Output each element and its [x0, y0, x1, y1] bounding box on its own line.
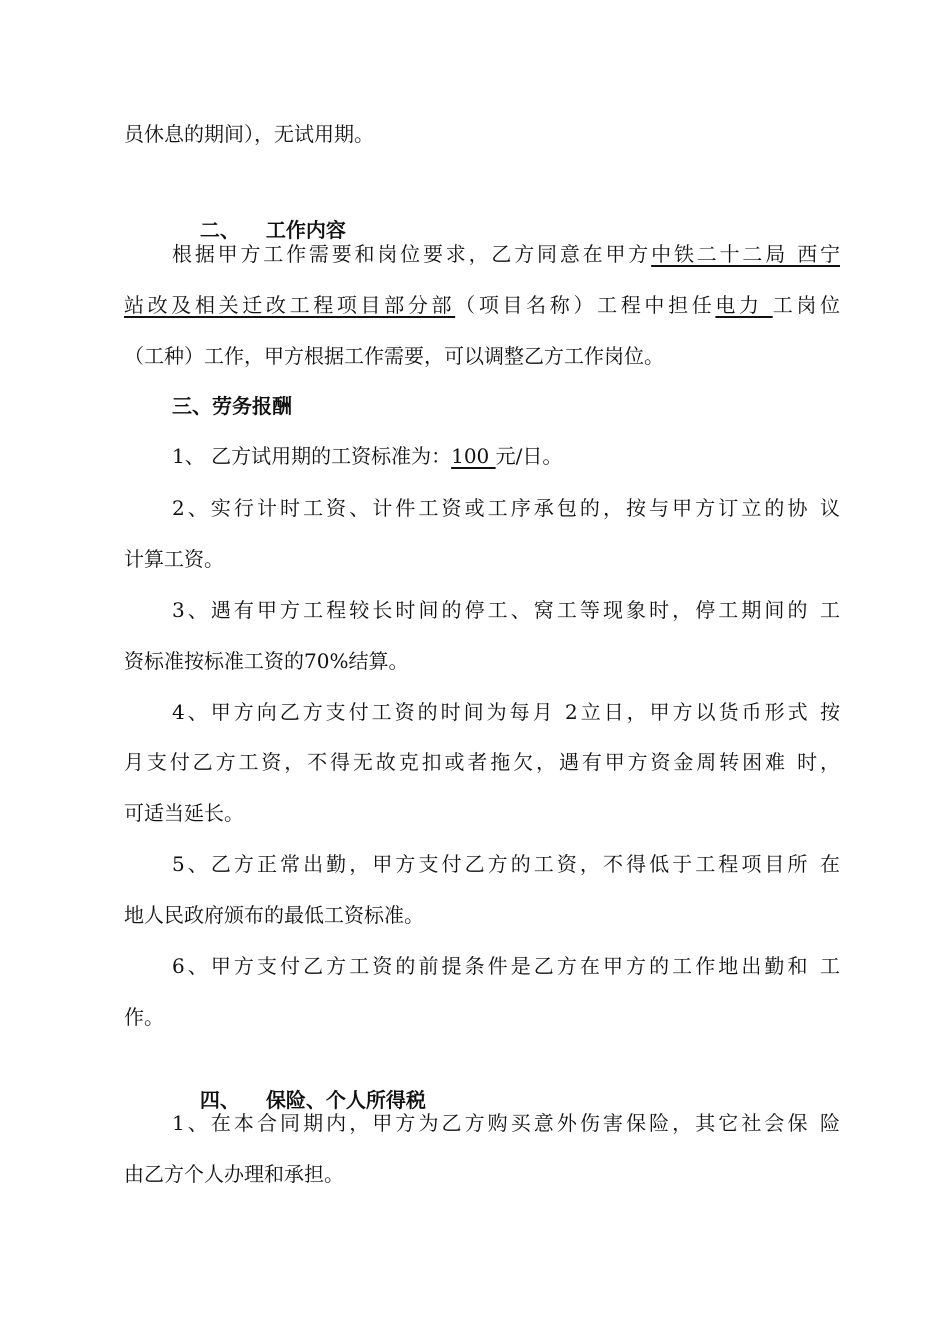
text-line: 5、乙方正常出勤，甲方支付乙方的工资，不得低于工程项目所 在 [172, 852, 840, 876]
text-span: 工岗位 [772, 293, 841, 317]
text-line: 作。 [124, 1005, 164, 1029]
job-type-underlined: 电力 [715, 293, 773, 317]
text-line: 员休息的期间），无试用期。 [124, 122, 374, 146]
text-line: 可适当延长。 [124, 801, 244, 825]
text-line: 由乙方个人办理和承担。 [124, 1162, 344, 1186]
text-line: 资标准按标准工资的70%结算。 [124, 649, 409, 673]
text-line [124, 291, 840, 319]
text-span: 根据甲方工作需要和岗位要求，乙方同意在甲方 [172, 242, 652, 266]
text-line [172, 442, 562, 470]
text-line: 月支付乙方工资，不得无故克扣或者拖欠，遇有甲方资金周转困难 时， [124, 750, 840, 774]
section-number: 二、 [199, 218, 240, 242]
text-line: 6、甲方支付乙方工资的前提条件是乙方在甲方的工作地出勤和 工 [172, 954, 840, 978]
project-name-underlined: 中铁二十二局 西宁 [651, 242, 841, 266]
section-number: 四、 [199, 1088, 240, 1112]
text-line: 2、实行计时工资、计件工资或工序承包的，按与甲方订立的协 议 [172, 496, 840, 520]
project-name-underlined: 站改及相关迁改工程项目部分部 [124, 293, 456, 317]
text-line: 4、甲方向乙方支付工资的时间为每月 2立日，甲方以货币形式 按 [172, 700, 840, 724]
text-line [172, 240, 840, 268]
section-title: 工作内容 [265, 218, 346, 242]
text-span: 1、 乙方试用期的工资标准为： [172, 444, 452, 468]
text-line: 计算工资。 [124, 547, 224, 571]
wage-amount-underlined: 100 [451, 444, 496, 468]
text-line: 地人民政府颁布的最低工资标准。 [124, 903, 424, 927]
text-line: （工种）工作，甲方根据工作需要，可以调整乙方工作岗位。 [124, 344, 664, 368]
text-span: 元/日。 [495, 444, 563, 468]
text-line: 3、遇有甲方工程较长时间的停工、窝工等现象时，停工期间的 工 [172, 598, 840, 622]
section-heading-3: 三、劳务报酬 [172, 394, 292, 418]
section-title: 保险、个人所得税 [265, 1088, 426, 1112]
text-span: （项目名称）工程中担任 [455, 293, 716, 317]
text-line: 1、在本合同期内，甲方为乙方购买意外伤害保险，其它社会保 险 [172, 1111, 840, 1135]
